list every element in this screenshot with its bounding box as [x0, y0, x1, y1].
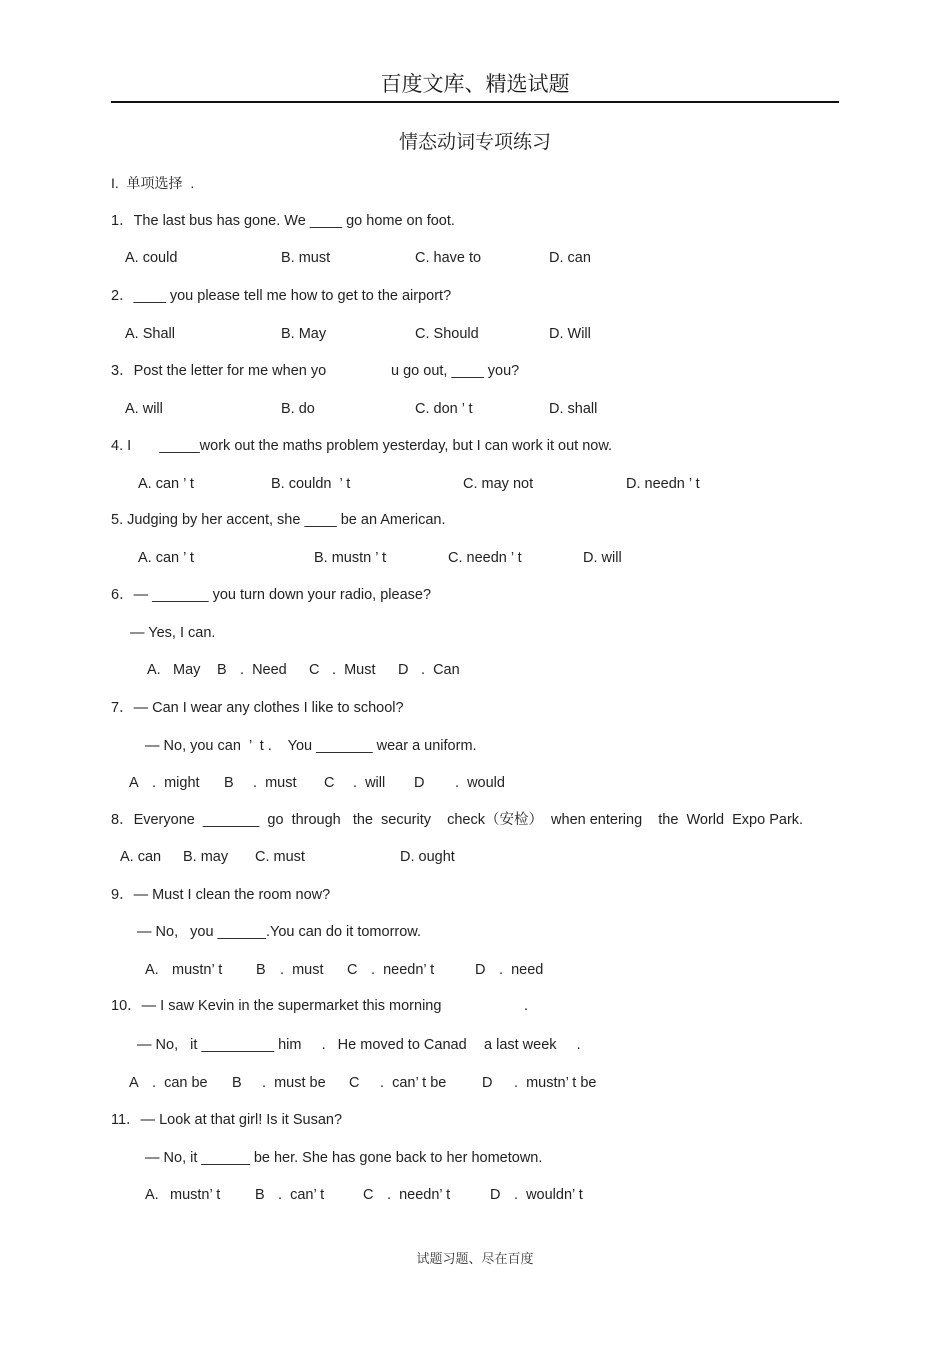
option-letter: C — [363, 1187, 374, 1203]
option: A. can — [120, 849, 162, 865]
option: A. could — [125, 250, 178, 266]
option: A. Shall — [125, 326, 175, 342]
option: D. Will — [549, 326, 591, 342]
page-header-title: 百度文库、精选试题 — [380, 72, 570, 96]
question-stem: 4. I _____work out the maths problem yesterday, but I can work it out now. — [111, 438, 613, 454]
option-letter: A — [129, 1075, 139, 1091]
option: C. may not — [463, 476, 534, 492]
option-letter: A. — [145, 962, 159, 978]
option: D. will — [583, 550, 622, 566]
question-stem: 11．— Look at that girl! Is it Susan? — [111, 1112, 343, 1128]
option-letter: D — [475, 962, 486, 978]
option: D. can — [549, 250, 591, 266]
option: D. ought — [400, 849, 455, 865]
answer-reply: — Yes, I can. — [130, 625, 216, 641]
question-stem: 8．Everyone _______ go through the security check（安检） when entering the World Expo Park. — [111, 812, 804, 828]
option: B. mustn ’ t — [314, 550, 386, 566]
answer-reply: — No, you ______.You can do it tomorrow. — [137, 924, 421, 940]
option-letter: B — [232, 1075, 242, 1091]
option: C. don ’ t — [415, 401, 473, 417]
option: B. May — [281, 326, 327, 342]
option: . Can — [421, 662, 460, 678]
option-letter: B — [224, 775, 234, 791]
option-letter: C — [349, 1075, 360, 1091]
option: C. needn ’ t — [448, 550, 522, 566]
question-stem: 1．The last bus has gone. We ____ go home on foot. — [111, 213, 455, 229]
option: B. do — [281, 401, 315, 417]
header-divider — [111, 101, 839, 103]
answer-reply: — No, you can ’ t . You _______ wear a uniform. — [145, 738, 477, 754]
question-stem-end: . — [524, 998, 529, 1014]
option-letter: A. — [147, 662, 161, 678]
option-letter: C — [347, 962, 358, 978]
answer-reply: — No, it ______ be her. She has gone back to her hometown. — [145, 1150, 543, 1166]
question-stem: 6．— _______ you turn down your radio, please? — [111, 587, 432, 603]
option: May — [173, 662, 201, 678]
option: . needn’ t — [387, 1187, 451, 1203]
question-stem: 9．— Must I clean the room now? — [111, 887, 331, 903]
question-stem: 3．Post the letter for me when yo — [111, 363, 327, 379]
option: A. will — [125, 401, 163, 417]
option: . would — [455, 775, 505, 791]
option: A. can ’ t — [138, 476, 194, 492]
option: B. may — [183, 849, 229, 865]
option-letter: B — [256, 962, 266, 978]
answer-reply-continued: a last week . — [484, 1037, 581, 1053]
option: . will — [353, 775, 386, 791]
option: . needn’ t — [371, 962, 435, 978]
document-title: 情态动词专项练习 — [398, 131, 551, 153]
option: mustn’ t — [170, 1187, 221, 1203]
option: C. have to — [415, 250, 482, 266]
option-letter: C — [309, 662, 320, 678]
option: . can be — [152, 1075, 208, 1091]
option-letter: A. — [145, 1187, 159, 1203]
question-stem-continued: u go out, ____ you? — [391, 363, 520, 379]
question-stem: 10．— I saw Kevin in the supermarket this morning — [111, 998, 442, 1014]
option: C. must — [255, 849, 305, 865]
section-title: I. 单项选择 . — [111, 175, 195, 191]
option: D. needn ’ t — [626, 476, 700, 492]
option: B. must — [281, 250, 331, 266]
option: . need — [499, 962, 544, 978]
option: B. couldn ’ t — [271, 476, 351, 492]
option-letter: D — [398, 662, 409, 678]
option: C. Should — [415, 326, 479, 342]
option: . Must — [332, 662, 376, 678]
page-footer: 试题习题、尽在百度 — [416, 1252, 534, 1267]
answer-reply: — No, it _________ him . He moved to Canad — [137, 1037, 467, 1053]
option: . must — [253, 775, 297, 791]
option: mustn’ t — [172, 962, 223, 978]
option: . can’ t be — [380, 1075, 447, 1091]
option-letter: A — [129, 775, 139, 791]
option: . wouldn’ t — [514, 1187, 583, 1203]
option-letter: D — [414, 775, 425, 791]
question-stem: 7．— Can I wear any clothes I like to school? — [111, 700, 404, 716]
question-stem: 5. Judging by her accent, she ____ be an American. — [111, 512, 446, 528]
option-letter: C — [324, 775, 335, 791]
option: D. shall — [549, 401, 598, 417]
question-stem: 2．____ you please tell me how to get to the airport? — [111, 288, 452, 304]
option-letter: B — [217, 662, 227, 678]
option: A. can ’ t — [138, 550, 194, 566]
option: . might — [152, 775, 200, 791]
option: . mustn’ t be — [514, 1075, 597, 1091]
option: . can’ t — [278, 1187, 325, 1203]
option: . must be — [262, 1075, 326, 1091]
option-letter: D — [482, 1075, 493, 1091]
option-letter: B — [255, 1187, 265, 1203]
option: . must — [280, 962, 324, 978]
option-letter: D — [490, 1187, 501, 1203]
option: . Need — [240, 662, 287, 678]
